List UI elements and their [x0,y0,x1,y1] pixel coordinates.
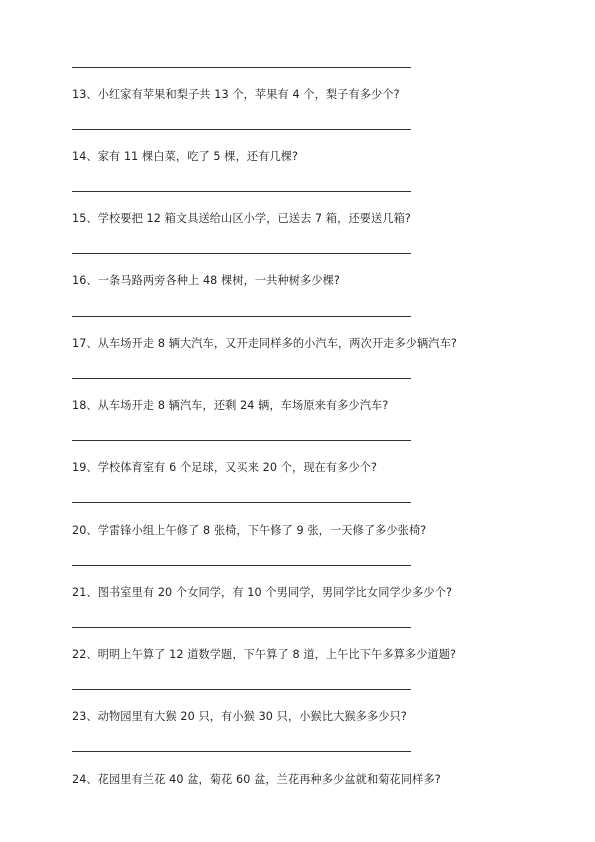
question-19: 19、学校体育室有 6 个足球，又买来 20 个，现在有多少个? [72,461,378,474]
question-15: 15、学校要把 12 箱文具送给山区小学，已送去 7 箱，还要送几箱? [72,212,411,225]
question-18: 18、从车场开走 8 辆汽车，还剩 24 辆，车场原来有多少汽车? [72,399,389,412]
answer-line [72,689,411,690]
answer-line [72,565,411,566]
answer-line [72,253,411,254]
question-16: 16、一条马路两旁各种上 48 棵树，一共种树多少棵? [72,274,340,287]
answer-line [72,129,411,130]
question-24: 24、花园里有兰花 40 盆，菊花 60 盆，兰花再种多少盆就和菊花同样多? [72,773,441,786]
question-20: 20、学雷锋小组上午修了 8 张椅，下午修了 9 张，一天修了多少张椅? [72,524,427,537]
answer-line [72,751,411,752]
question-22: 22、明明上午算了 12 道数学题，下午算了 8 道，上午比下午多算多少道题? [72,648,457,661]
answer-line [72,440,411,441]
question-14: 14、家有 11 棵白菜，吃了 5 棵，还有几棵? [72,150,299,163]
answer-line [72,191,411,192]
answer-line [72,502,411,503]
question-21: 21、图书室里有 20 个女同学，有 10 个男同学，男同学比女同学少多少个? [72,586,453,599]
question-23: 23、动物园里有大猴 20 只，有小猴 30 只，小猴比大猴多多少只? [72,710,407,723]
question-13: 13、小红家有苹果和梨子共 13 个，苹果有 4 个，梨子有多少个? [72,88,400,101]
answer-line [72,67,411,68]
answer-line [72,627,411,628]
question-17: 17、从车场开走 8 辆大汽车，又开走同样多的小汽车，两次开走多少辆汽车? [72,337,457,350]
answer-line [72,316,411,317]
answer-line [72,378,411,379]
